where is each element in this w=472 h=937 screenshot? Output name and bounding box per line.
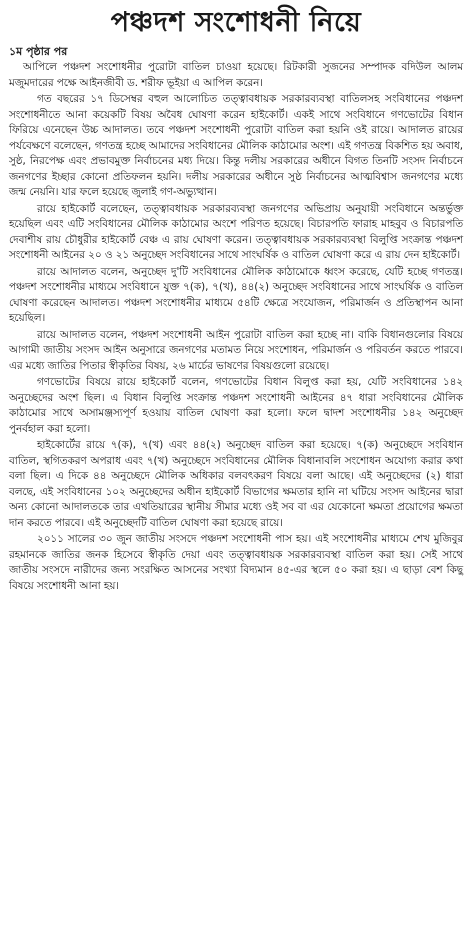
article-paragraph: গণভোটের বিষয়ে রায়ে হাইকোর্ট বলেন, গণভোটের বিধান বিলুপ্ত করা হয়, যেটি সংবিধানের ১৪২ অনুচ্ছেদের অংশ ছিল। এ বিধান বিলুপ্তি সংক্রান্ত পঞ্চদশ সংশোধনী আইনের ৪৭ ধারা সংবিধানের মৌলিক কাঠামোর সাথে অসামঞ্জস্যপূর্ণ হওয়ায় বাতিল ঘোষণা করা হলো। ফলে দ্বাদশ সংশোধনীর ১৪২ অনুচ্ছেদ পুনর্বহাল করা হলো। bbox=[9, 376, 463, 435]
article-paragraph: ২০১১ সালের ৩০ জুন জাতীয় সংসদে পঞ্চদশ সংশোধনী পাস হয়। এই সংশোধনীর মাধ্যমে শেখ মুজিবুর রহমানকে জাতির জনক হিসেবে স্বীকৃতি দেয়া এবং তত্ত্বাবধায়ক সরকারব্যবস্থা বাতিল করা হয়। সেই সাথে জাতীয় সংসদে নারীদের জন্য সংরক্ষিত আসনের সংখ্যা বিদ্যমান ৪৫-এর স্থলে ৫০ করা হয়। এ ছাড়া বেশ কিছু বিষয়ে সংশোধনী আনা হয়। bbox=[9, 533, 463, 592]
article-paragraph: হাইকোর্টের রায়ে ৭(ক), ৭(খ) এবং ৪৪(২) অনুচ্ছেদ বাতিল করা হয়েছে। ৭(ক) অনুচ্ছেদে সংবিধান বাতিল, স্থগিতকরণ অপরাধ এবং ৭(খ) অনুচ্ছেদে সংবিধানের মৌলিক বিধানাবলি সংশোধন অযোগ্য করার কথা বলা ছিল। এ দিকে ৪৪ অনুচ্ছেদে মৌলিক অধিকার বলবৎকরণ বিষয়ে বলা আছে। এই অনুচ্ছেদের (২) ধারা বলছে, এই সংবিধানের ১০২ অনুচ্ছেদের অধীন হাইকোর্ট বিভাগের ক্ষমতার হানি না ঘটিয়ে সংসদ আইনের দ্বারা অন্য কোনো আদালতকে তার এখতিয়ারের স্থানীয় সীমার মধ্যে ওই সব বা এর যেকোনো ক্ষমতা প্রয়োগের ক্ষমতা দান করতে পারবে। এই অনুচ্ছেদটি বাতিল ঘোষণা করা হয়েছে রায়ে। bbox=[9, 439, 463, 529]
article-paragraph: রায়ে আদালত বলেন, অনুচ্ছেদ দু'টি সংবিধানের মৌলিক কাঠামোকে ধ্বংস করেছে, যেটি হচ্ছে গণতন্ত্র। পঞ্চদশ সংশোধনীর মাধ্যমে সংবিধানে যুক্ত ৭(ক), ৭(খ), ৪৪(২) অনুচ্ছেদ সংবিধানের সাথে সাংঘর্ষিক ও বাতিল ঘোষণা করেছেন আদালত। পঞ্চদশ সংশোধনীর মাধ্যমে ৫৪টি ক্ষেত্রে সংযোজন, পরিমার্জন ও প্রতিস্থাপন আনা হয়েছিল। bbox=[9, 265, 463, 324]
continuation-label: ১ম পৃষ্ঠার পর bbox=[9, 45, 68, 58]
article-paragraph: গত বছরের ১৭ ডিসেম্বর বহুল আলোচিত তত্ত্বাবধায়ক সরকারব্যবস্থা বাতিলসহ সংবিধানের পঞ্চদশ সংশোধনীতে আনা কয়েকটি বিষয় অবৈধ ঘোষণা করেন হাইকোর্ট। একই সাথে সংবিধানে গণভোটের বিধান ফিরিয়ে এনেছেন উচ্চ আদালত। তবে পঞ্চদশ সংশোধনী পুরোটা বাতিল করা হয়নি ওই রায়ে। আদালত রায়ের পর্যবেক্ষণে বলেছেন, গণতন্ত্র হচ্ছে আমাদের সংবিধানের মৌলিক কাঠামোর অংশ। এই গণতন্ত্র বিকশিত হয় অবাধ, সুষ্ঠ, নিরপেক্ষ এবং প্রভাবমুক্ত নির্বাচনের মধ্য দিয়ে। কিন্তু দলীয় সরকারের অধীনে বিগত তিনটি সংসদ নির্বাচনে জনগণের ইচ্ছার কোনো প্রতিফলন হয়নি। দলীয় সরকারের অধীনে সুষ্ঠ নির্বাচনের আত্মবিশ্বাস জনগণের মধ্যে জন্ম নেয়নি। যার ফলে হয়েছে জুলাই গণ-অভ্যুত্থান। bbox=[9, 93, 463, 198]
article-paragraph: রায়ে হাইকোর্ট বলেছেন, তত্ত্বাবধায়ক সরকারব্যবস্থা জনগণের অভিপ্রায় অনুযায়ী সংবিধানে অন্তর্ভুক্ত হয়েছিল এবং এটি সংবিধানের মৌলিক কাঠামোর অংশে পরিণত হয়েছে। বিচারপতি ফারাহ মাহবুব ও বিচারপতি দেবাশীষ রায় চৌধুরীর হাইকোর্ট বেঞ্চ এ রায় ঘোষণা করেন। তত্ত্বাবধায়ক সরকারব্যবস্থা বিলুপ্তি সংক্রান্ত পঞ্চদশ সংশোধনী আইনের ২০ ও ২১ অনুচ্ছেদ সংবিধানের সাথে সাংঘর্ষিক ও বাতিল ঘোষণা করে এ রায় দেন হাইকোর্ট। bbox=[9, 202, 463, 261]
article-headline: পঞ্চদশ সংশোধনী নিয়ে bbox=[110, 7, 362, 38]
article-body bbox=[9, 60, 463, 594]
article-paragraph: আপিলে পঞ্চদশ সংশোধনীর পুরোটা বাতিল চাওয়া হয়েছে। রিটকারী সুজনের সম্পাদক বদিউল আলম মজুমদারের পক্ষে আইনজীবী ড. শরীফ ভূইয়া এ আপিল করেন। bbox=[9, 61, 463, 89]
article-paragraph: রায়ে আদালত বলেন, পঞ্চদশ সংশোধনী আইন পুরোটা বাতিল করা হচ্ছে না। বাকি বিধানগুলোর বিষয়ে আগামী জাতীয় সংসদ আইন অনুসারে জনগণের মতামত নিয়ে সংশোধন, পরিমার্জন ও পরিবর্তন করতে পারবে। এর মধ্যে জাতির পিতার স্বীকৃতির বিষয়, ২৬ মার্চের ভাষণের বিষয়গুলো রয়েছে। bbox=[9, 328, 463, 372]
